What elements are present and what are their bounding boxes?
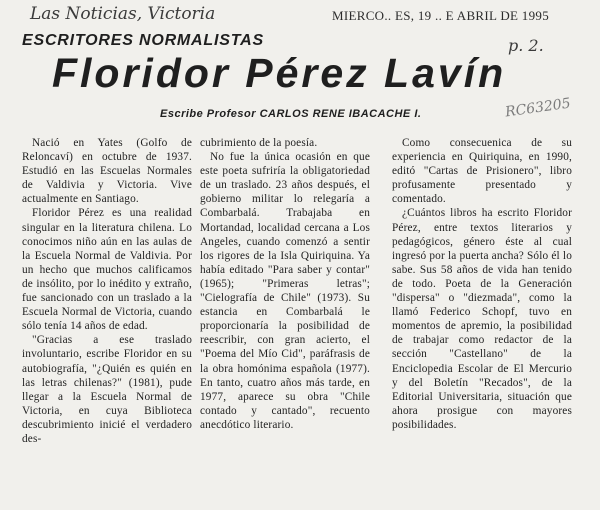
paragraph: Floridor Pérez es una realidad singular en la literatura chilena. Lo conocimos niño aún en las aulas de la Escuela Normal de Valdivia. Por un hecho que muchos calificamos de insólito, por lo inédito y extraño, fue sancionado con un traslado a la Escuela Normal de Victoria, cuando sólo tenía 14 años de edad.: [22, 207, 192, 333]
handwritten-page-note: p. 2.: [508, 36, 544, 55]
article-column-2: [200, 136, 370, 432]
byline: Escribe Profesor CARLOS RENE IBACACHE I.: [160, 108, 422, 120]
paragraph: No fue la única ocasión en que este poeta sufriría la obligatoriedad de un traslado. 23 años después, el gobierno militar lo relegaría a Combarbalá. Trabajaba en Mortandad, localidad cercana a Los Angeles, cuando comenzó a sentir los rigores de la Isla Quiriquina. Ya había editado "Para saber y contar" (1965); "Primeras letras"; "Cielografía de Chile" (1973). Su estancia en Combarbalá le proporcionaría la posibilidad de reescribir, con gran acierto, el "Poema del Mío Cid", paráfrasis de la obra homónima española (1977). En tanto, cuatro años más tarde, en 1977, aparece su obra "Chile contado y cantado", recuento anecdótico literario.: [200, 151, 370, 431]
paragraph: ¿Cuántos libros ha escrito Floridor Pérez, entre textos literarios y pedagógicos, género éste al cual ingresó por la puerta ancha? Sólo él lo sabe. Sus 58 años de vida han tenido de todo. Poeta de la Generación "dispersa" o "diezmada", como la llamó Federico Schopf, tuvo en momentos de apremio, la posibilidad de trabajar como redactor de la sección "Castellano" de la Enciclopedia Escolar de El Mercurio y del Boletín "Recados", de la Editorial Universitaria, situación que ahora prosigue con mayores posibilidades.: [392, 207, 572, 431]
paragraph: Nació en Yates (Golfo de Reloncaví) en octubre de 1937. Estudió en las Escuelas Normales de Valdivia y Victoria. Vive actualmente en Santiago.: [22, 137, 192, 206]
archive-stamp-code: RC63205: [504, 95, 572, 121]
paragraph: Como consecuenica de su experiencia en Quiriquina, en 1990, editó "Cartas de Prisionero", libro profusamente presentado y comentado.: [392, 137, 572, 206]
dateline: MIERCO.. ES, 19 .. E ABRIL DE 1995: [332, 8, 549, 23]
paragraph: "Gracias a ese traslado involuntario, escribe Floridor en su autobiografía, "¿Quién es quién en las letras chilenas?" (1981), pude llegar a la Escuela Normal de Victoria, en cuya Biblioteca descubrimiento inicié el verdadero des-: [22, 334, 192, 445]
paragraph: cubrimiento de la poesía.: [200, 137, 318, 149]
headline: Floridor Pérez Lavín: [52, 50, 507, 96]
section-kicker: ESCRITORES NORMALISTAS: [22, 32, 264, 49]
article-column-1: [22, 136, 192, 446]
article-column-3: [392, 136, 572, 432]
handwritten-source-note: Las Noticias, Victoria: [30, 4, 216, 24]
